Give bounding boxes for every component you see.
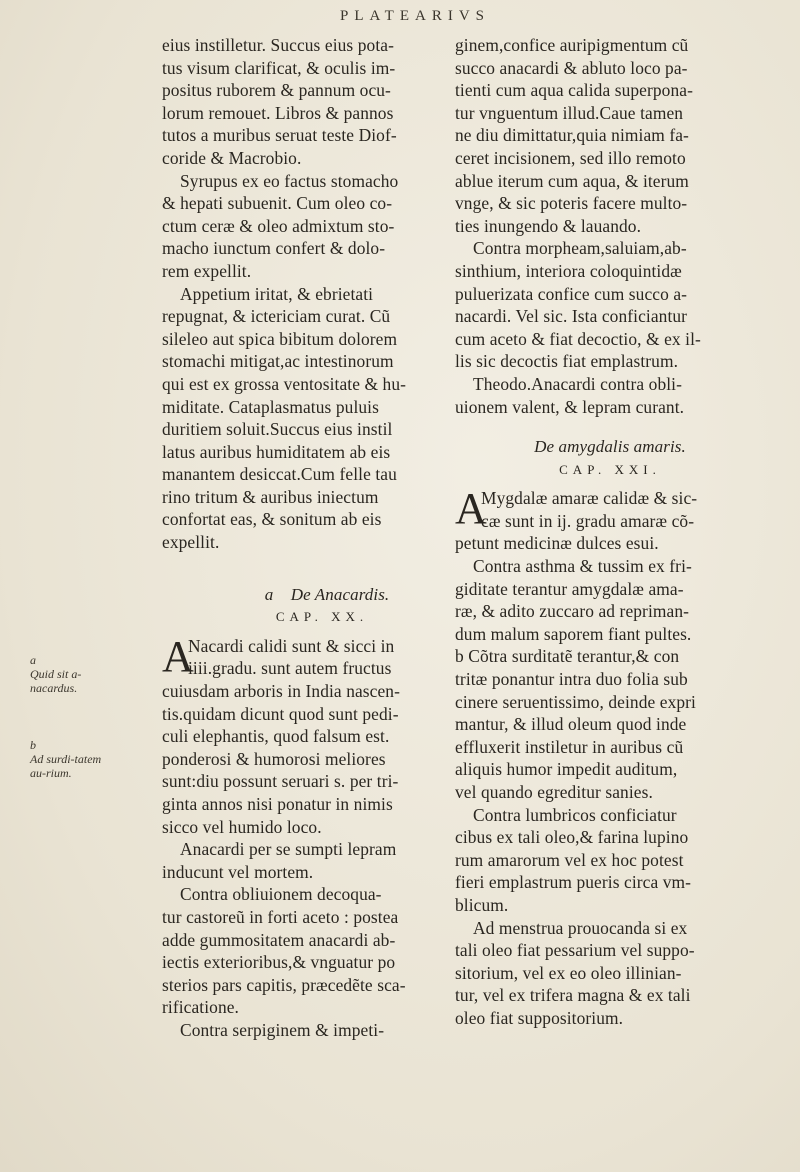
text-line: culi elephantis, quod falsum est. [162,726,390,747]
right-para-6 [455,804,765,917]
text-line: blicum. [455,894,509,915]
text-line: tritæ ponantur intra duo folia sub [455,669,688,690]
text-line: tur vnguentum illud.Caue tamen [455,102,684,123]
left-para-3 [162,283,452,554]
text-line: ræ, & adito zuccaro ad repriman- [455,601,690,622]
text-line: vnge, & sic poteris facere multo- [455,193,688,214]
left-para-1 [162,34,452,170]
drop-cap: A [455,484,487,534]
chapter-number: CAP. XXI. [559,461,661,477]
text-line: & hepati subuenit. Cum oleo co- [162,193,393,214]
text-line: fieri emplastrum pueris circa vm- [455,872,692,893]
chapter-heading [162,584,452,607]
margin-note-mark: a [30,653,36,667]
text-line: Appetium iritat, & ebrietati [180,283,374,304]
text-line: rino tritum & auribus iniectum [162,486,379,507]
text-line: sterios pars capitis, præcedẽte sca- [162,974,406,995]
left-para-5 [162,838,452,883]
text-line: Mygdalæ amaræ calidæ & sic- [481,488,698,509]
text-line: Anacardi per se sumpti lepram [180,839,397,860]
text-line: tur, vel ex trifera magna & ex tali [455,985,691,1006]
text-line: aliquis humor impedit auditum, [455,759,678,780]
text-line: puluerizata confice cum succo a- [455,283,688,304]
text-line: ties inungendo & lauando. [455,215,642,236]
text-line: b Cõtra surditatẽ terantur,& con [455,646,680,667]
text-line: effluxerit instiletur in auribus cũ [455,736,684,757]
text-line: sinthium, interiora coloquintidæ [455,260,682,281]
text-line: tis.quidam dicunt quod sunt pedi- [162,703,399,724]
text-line: sileleo aut spica bibitum dolorem [162,328,398,349]
text-line: iectis exterioribus,& vnguatur po [162,952,396,973]
margin-note-mark: b [30,738,36,752]
right-para-2 [455,237,765,373]
text-line: expellit. [162,532,220,553]
text-line: tali oleo fiat pessarium vel suppo- [455,940,695,961]
text-line: ginem,confice auripigmentum cũ [455,35,689,55]
text-line: Contra serpiginem & impeti- [180,1019,385,1040]
text-line: succo anacardi & abluto loco pa- [455,57,688,78]
text-line: ponderosi & humorosi meliores [162,748,386,769]
chapter-number: CAP. XX. [275,609,369,625]
text-line: giditate terantur amygdalæ ama- [455,578,684,599]
text-line: confortat eas, & sonitum ab eis [162,509,382,530]
text-line: uionem valent, & lepram curant. [455,396,685,417]
text-line: positus ruborem & pannum ocu- [162,80,391,101]
left-para-2 [162,170,452,283]
chapter-title: De Anacardis. [290,584,390,604]
right-para-5 [455,555,765,804]
text-line: rem expellit. [162,260,252,281]
text-line: tur castoreũ in forti aceto : postea [162,906,399,927]
text-line: vel quando egreditur sanies. [455,782,653,802]
text-line: coride & Macrobio. [162,147,302,168]
text-line: sunt:diu possunt seruari s. per tri- [162,771,399,792]
text-line: cibus ex tali oleo,& farina lupino [455,827,689,848]
left-para-4-rest [162,680,452,838]
text-line: rificatione. [162,997,240,1018]
text-line: ceret incisionem, sed illo remoto [455,147,686,168]
text-line: duritiem soluit.Succus eius instil [162,419,393,440]
text-line: nacardi. Vel sic. Ista conficiantur [455,306,688,327]
text-line: mantur, & illud oleum quod inde [455,714,687,735]
text-line: inducunt vel mortem. [162,861,314,882]
text-line: tutos a muribus seruat teste Diof- [162,125,397,146]
margin-note-text: Ad surdi-tatem au-rium. [30,752,102,780]
left-para-6 [162,883,452,1019]
right-para-4-rest [455,532,765,555]
left-para-7 [162,1019,452,1042]
text-line: sitorium, vel ex eo oleo illinian- [455,962,682,983]
margin-note-surditas [30,738,120,780]
margin-note-anacardus [30,653,110,695]
text-line: ablue iterum cum aqua, & iterum [455,170,689,191]
text-line: cinere seruentissimo, deinde expri [455,691,696,712]
text-line: stomachi mitigat,ac intestinorum [162,351,394,372]
text-line: tus visum clarificat, & oculis im- [162,57,396,78]
text-line: adde gummositatem anacardi ab- [162,929,396,950]
text-line: Contra morpheam,saluiam,ab- [473,238,687,259]
text-line: eius instilletur. Succus eius pota- [162,35,394,55]
margin-note-text: Quid sit a-nacardus. [30,667,82,695]
text-line: Contra asthma & tussim ex fri- [473,556,692,577]
right-para-1 [455,34,765,237]
running-head: PLATEARIVS [340,8,491,24]
text-line: sicco vel humido loco. [162,816,322,837]
text-line: Ad menstrua prouocanda si ex [473,917,688,938]
drop-cap: A [162,631,194,681]
heading-mark: a [264,584,274,604]
text-line: lis sic decoctis fiat emplastrum. [455,351,679,372]
text-line: Contra lumbricos conficiatur [473,804,677,825]
text-line: ne diu dimittatur,quia nimiam fa- [455,125,689,146]
left-para-4 [162,631,452,681]
text-line: oleo fiat suppositorium. [455,1007,624,1028]
text-line: Contra obliuionem decoqua- [180,884,382,905]
text-line: macho iunctum confert & dolo- [162,238,386,259]
text-line: ctum ceræ & oleo admixtum sto- [162,215,395,236]
right-para-4 [455,484,765,534]
text-line: cuiusdam arboris in India nascen- [162,681,400,702]
text-line: qui est ex grossa ventositate & hu- [162,373,407,394]
text-line: miditate. Cataplasmatus puluis [162,396,379,417]
text-line: cæ sunt in ij. gradu amaræ cõ- [481,510,695,531]
text-line: petunt medicinæ dulces esui. [455,533,659,554]
text-line: Nacardi calidi sunt & sicci in [188,635,395,656]
text-line: rum amarorum vel ex hoc potest [455,849,684,870]
chapter-heading: De amygdalis amaris. [534,437,686,457]
text-line: manantem desiccat.Cum felle tau [162,464,397,485]
text-line: lorum remouet. Libros & pannos [162,102,394,123]
right-para-7 [455,917,765,1030]
text-line: repugnat, & ictericiam curat. Cũ [162,306,391,327]
text-line: cum aceto & fiat decoctio, & ex il- [455,328,701,349]
right-column [455,34,765,1030]
text-line: iiii.gradu. sunt autem fructus [188,658,392,679]
text-line: latus auribus humiditatem ab eis [162,441,391,462]
text-line: ginta annos nisi ponatur in nimis [162,794,393,814]
text-line: Theodo.Anacardi contra obli- [473,373,682,394]
text-line: Syrupus ex eo factus stomacho [180,170,399,191]
text-line: tienti cum aqua calida superpona- [455,80,693,101]
right-para-3 [455,373,765,418]
text-line: dum malum saporem fiant pultes. [455,623,692,644]
left-column [162,34,452,1042]
